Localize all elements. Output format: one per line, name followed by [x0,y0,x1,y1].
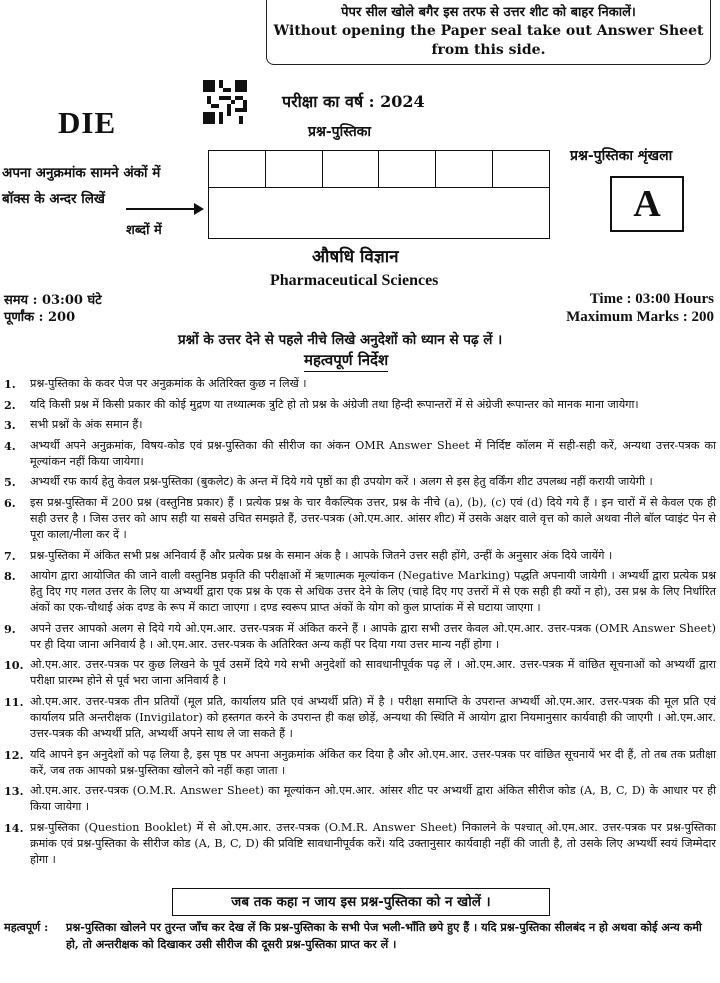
instruction-number: 11. [4,694,24,709]
instruction-number: 8. [4,569,16,584]
instruction-item [4,694,716,742]
instruction-text: यदि आपने इन अनुदेशों को पढ़ लिया है, इस पृष्ठ पर अपना अनुक्रमांक अंकित कर दिया है और ओ.एम.आर. उत्तर-पत्रक पर वांछित सूचनायें भर दी हैं, तो तब तक प्रतीक्षा करें, जब तक आपको प्रश्न-पुस्तिका खोलने को नहीं कहा जाता । [30,747,716,777]
time-hindi: समय : 03:00 घंटे [4,293,102,308]
series-label: प्रश्न-पुस्तिका शृंखला [570,148,673,164]
instruction-text: इस प्रश्न-पुस्तिका में 200 प्रश्न (वस्तुनिष्ठ प्रकार) हैं । प्रत्येक प्रश्न के चार वैकल्पिक उत्तर, प्रश्न के नीचे (a), (b), (c) एवं (d) दिये गये हैं । इन चारों में से केवल एक ही सही उत्तर है । जिस उत्तर को आप सही या सबसे उचित समझते हैं, उत्तर-पत्रक (ओ.एम.आर. आंसर शीट) में उसके अक्षर वाले वृत्त को काले अथवा नीले बॉल प्वाइंट पेन से पूरा काला/नीला कर दें । [30,495,716,541]
instruction-item [4,376,716,392]
instruction-text: प्रश्न-पुस्तिका में अंकित सभी प्रश्न अनिवार्य हैं और प्रत्येक प्रश्न के समान अंक है । आपके जितने उत्तर सही होंगे, उन्हीं के अनुसार अंक दिये जायेंगे । [30,548,613,562]
instruction-item [4,568,716,616]
instruction-number: 13. [4,784,24,799]
instruction-text: अभ्यर्थी रफ कार्य हेतु केवल प्रश्न-पुस्तिका (बुकलेट) के अन्त में दिये गये पृष्ठों का ही उपयोग करें । अलग से इस हेतु वर्किंग शीट उपलब्ध नहीं करायी जायेगी । [30,475,653,489]
instruction-number: 10. [4,658,24,673]
instruction-item [4,657,716,689]
marks-hindi: पूर्णांक : 200 [4,310,76,325]
instruction-text: प्रश्न-पुस्तिका के कवर पेज पर अनुक्रमांक के अतिरिक्त कुछ न लिखें । [30,377,307,390]
roll-number-instruction [2,160,160,212]
instruction-text: आयोग द्वारा आयोजित की जाने वाली वस्तुनिष्ठ प्रकृति की परीक्षाओं में ऋणात्मक मूल्यांकन (Negative Marking) पद्धति अपनायी जायेगी । अभ्यर्थी द्वारा प्रत्येक प्रश्न हेतु दिए गए गलत उत्तर के लिए या अभ्यर्थी द्वारा एक प्रश्न के एक से अधिक उत्तर देने के लिए (चाहे दिए गए उत्तरों में से एक सही ही क्यों न हो), उस प्रश्न के लिए निर्धारित अंकों का एक-चौथाई अंक दण्ड के रूप में काटा जाएगा । दण्ड स्वरूप प्राप्त अंकों के योग को कुल प्राप्तांक में से घटाया जाएगा । [30,569,716,615]
instruction-number: 2. [4,397,16,412]
time-marks-hindi [4,292,102,326]
instruction-text: यदि किसी प्रश्न में किसी प्रकार की कोई मुद्रण या तथ्यात्मक त्रुटि हो तो प्रश्न के अंग्रेजी तथा हिन्दी रूपान्तरों में से अंग्रेजी रूपान्तर को मानक माना जायेगा। [30,397,639,411]
instruction-item [4,621,716,653]
important-note [4,919,716,953]
roll-digit-box[interactable] [323,151,380,187]
instruction-number: 4. [4,438,16,453]
subject-english: Pharmaceutical Sciences [270,272,439,289]
arrow-icon [126,208,196,210]
seal-notice-english-2: from this side. [431,42,546,58]
instruction-number: 6. [4,495,16,510]
instruction-number: 3. [4,418,16,433]
instruction-item [4,417,716,433]
series-value: A [610,176,684,232]
exam-year: परीक्षा का वर्ष : 2024 [282,92,425,111]
instruction-text: अपने उत्तर आपको अलग से दिये गये ओ.एम.आर. उत्तर-पत्रक में अंकित करने हैं । आपके द्वारा सभी उत्तर केवल ओ.एम.आर. उत्तर-पत्रक (OMR Answer Sheet) पर ही दिया जाना अनिवार्य है । ओ.एम.आर. उत्तर-पत्रक के अतिरिक्त अन्य कहीं पर दिया गया उत्तर मान्य नहीं होगा । [30,621,716,651]
arrowhead-icon [194,203,204,215]
seal-notice-hindi: पेपर सील खोले बगैर इस तरफ से उत्तर शीट को बाहर निकालें। [341,5,636,20]
instruction-text: ओ.एम.आर. उत्तर-पत्रक (O.M.R. Answer Sheet) का मूल्यांकन ओ.एम.आर. आंसर शीट पर अभ्यर्थी द्वारा अंकित सीरीज कोड (A, B, C, D) के आधार पर ही किया जायेगा । [30,784,716,814]
instruction-number: 12. [4,747,24,762]
instruction-number: 1. [4,377,16,391]
instructions-list [4,376,716,872]
in-words-label: शब्दों में [126,223,162,238]
important-note-label: महत्वपूर्ण : [4,920,49,934]
seal-notice-english-1: Without opening the Paper seal take out Answer Sheet [273,23,704,39]
roll-digit-box[interactable] [209,151,266,187]
time-marks-english [566,290,714,326]
subject-code: DIE [58,105,117,140]
instruction-text: प्रश्न-पुस्तिका (Question Booklet) में से ओ.एम.आर. उत्तर-पत्रक (O.M.R. Answer Sheet) निकालने के पश्चात् ओ.एम.आर. उत्तर-पत्रक पर प्रश्न-पुस्तिका क्रमांक एवं प्रश्न-पुस्तिका के सीरीज कोड (A, B, C, D) की प्रविष्टि सावधानीपूर्वक करें। यदि उक्तानुसार कार्यवाही नहीं की जाती है, तो उसके लिए अभ्यर्थी स्वयं जिम्मेदार होगा । [30,820,716,866]
instruction-text: ओ.एम.आर. उत्तर-पत्रक तीन प्रतियों (मूल प्रति, कार्यालय प्रति एवं अभ्यर्थी प्रति) में है । परीक्षा समाप्ति के उपरान्त अभ्यर्थी ओ.एम.आर. उत्तर-पत्रक की मूल प्रति एवं कार्यालय प्रति अन्तरीक्षक (Invigilator) को हस्तगत करने के उपरान्त ही कक्ष छोड़ें, अन्यथा की स्थिति में आयोग द्वारा नियमानुसार कार्यवाही की जाएगी । ओ.एम.आर. उत्तर-पत्रक की अभ्यर्थी प्रति, अभ्यर्थी अपने साथ ले जा सकते हैं । [30,694,716,740]
time-english: Time : 03:00 Hours [589,291,714,307]
instruction-item [4,820,716,868]
roll-digit-box[interactable] [379,151,436,187]
roll-digit-box[interactable] [266,151,323,187]
instruction-text: अभ्यर्थी अपने अनुक्रमांक, विषय-कोड एवं प्रश्न-पुस्तिका की सीरीज का अंकन OMR Answer Sheet में निर्दिष्ट कॉलम में सही-सही करें, अन्यथा उत्तर-पत्रक का मूल्यांकन नहीं किया जायेगा। [30,438,716,468]
roll-number-words-box[interactable] [208,186,550,239]
instruction-text: सभी प्रश्नों के अंक समान हैं। [30,418,143,432]
instruction-item [4,495,716,543]
roll-instruction-line-1: अपना अनुक्रमांक सामने अंकों में [2,165,161,181]
instruction-number: 9. [4,621,16,636]
do-not-open-notice: जब तक कहा न जाय इस प्रश्न-पुस्तिका को न खोलें । [172,888,550,916]
instruction-item [4,474,716,490]
instruction-item [4,747,716,779]
booklet-label: प्रश्न-पुस्तिका [308,124,372,140]
instruction-number: 14. [4,820,24,835]
instruction-item [4,783,716,815]
qr-code [203,80,247,124]
roll-instruction-line-2: बॉक्स के अन्दर लिखें [2,191,105,207]
roll-number-digit-boxes[interactable] [208,150,550,188]
read-instructions-note: प्रश्नों के उत्तर देने से पहले नीचे लिखे अनुदेशों को ध्यान से पढ़ लें । [178,332,503,348]
important-instructions-heading: महत्वपूर्ण निर्देश [304,350,388,372]
roll-digit-box[interactable] [436,151,493,187]
instruction-number: 7. [4,548,16,563]
instruction-item [4,397,716,413]
instruction-text: ओ.एम.आर. उत्तर-पत्रक पर कुछ लिखने के पूर्व उसमें दिये गये सभी अनुदेशों को सावधानीपूर्वक पढ़ लें । ओ.एम.आर. उत्तर-पत्रक में वांछित सूचनाओं को अभ्यर्थी द्वारा परीक्षा प्रारम्भ होने से पूर्व भरा जाना अनिवार्य है । [30,658,716,688]
roll-digit-box[interactable] [493,151,549,187]
instruction-item [4,548,716,564]
instruction-number: 5. [4,475,16,490]
seal-notice-box [266,0,711,65]
subject-hindi: औषधि विज्ञान [312,247,399,267]
important-note-text: प्रश्न-पुस्तिका खोलने पर तुरन्त जाँच कर देख लें कि प्रश्न-पुस्तिका के सभी पेज भली-भाँति छपे हुए हैं । यदि प्रश्न-पुस्तिका सीलबंद न हो अथवा कोई अन्य कमी हो, तो अन्तरीक्षक को दिखाकर उसी सीरीज की दूसरी प्रश्न-पुस्तिका प्राप्त कर लें । [66,920,702,951]
instruction-item [4,438,716,470]
marks-english: Maximum Marks : 200 [566,309,714,325]
